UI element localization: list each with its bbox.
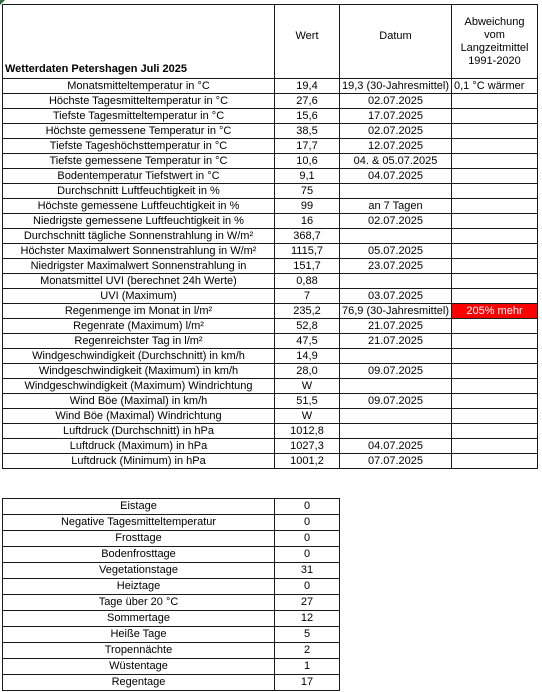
row-deviation[interactable] bbox=[452, 244, 538, 259]
row-value[interactable]: W bbox=[275, 379, 340, 394]
row-date[interactable] bbox=[340, 424, 452, 439]
table-row bbox=[3, 79, 538, 94]
table-row bbox=[3, 364, 538, 379]
table-row bbox=[3, 184, 538, 199]
row-deviation[interactable] bbox=[452, 379, 538, 394]
row-deviation[interactable] bbox=[452, 409, 538, 424]
days-table bbox=[2, 498, 340, 691]
row-label[interactable]: Regenrate (Maximum) l/m² bbox=[3, 319, 275, 334]
column-header-deviation[interactable]: Abweichung vom Langzeitmittel 1991-2020 bbox=[452, 5, 538, 79]
day-count-label[interactable]: Wüstentage bbox=[3, 659, 275, 675]
row-deviation[interactable] bbox=[452, 94, 538, 109]
row-date[interactable] bbox=[340, 349, 452, 364]
row-value[interactable]: 1115,7 bbox=[275, 244, 340, 259]
row-value[interactable]: 0,88 bbox=[275, 274, 340, 289]
day-count-row bbox=[3, 515, 340, 531]
row-deviation[interactable] bbox=[452, 289, 538, 304]
day-count-label[interactable]: Eistage bbox=[3, 499, 275, 515]
day-count-label[interactable]: Vegetationstage bbox=[3, 563, 275, 579]
row-date[interactable]: 05.07.2025 bbox=[340, 244, 452, 259]
row-value[interactable]: 19,4 bbox=[275, 79, 340, 94]
row-label[interactable]: Regenreichster Tag in l/m² bbox=[3, 334, 275, 349]
table-row bbox=[3, 424, 538, 439]
row-value[interactable]: 10,6 bbox=[275, 154, 340, 169]
table-row bbox=[3, 229, 538, 244]
day-count-value[interactable]: 0 bbox=[275, 499, 340, 515]
table-row bbox=[3, 289, 538, 304]
row-date[interactable]: 21.07.2025 bbox=[340, 334, 452, 349]
day-count-row bbox=[3, 611, 340, 627]
row-value[interactable]: 52,8 bbox=[275, 319, 340, 334]
row-date[interactable]: 09.07.2025 bbox=[340, 364, 452, 379]
day-count-value[interactable]: 31 bbox=[275, 563, 340, 579]
row-value[interactable]: 9,1 bbox=[275, 169, 340, 184]
table-row bbox=[3, 169, 538, 184]
row-date[interactable] bbox=[340, 274, 452, 289]
table-row bbox=[3, 109, 538, 124]
sheet-title[interactable]: Wetterdaten Petershagen Juli 2025 bbox=[3, 5, 275, 79]
row-label[interactable]: Durchschnitt Luftfeuchtigkeit in % bbox=[3, 184, 275, 199]
day-count-label[interactable]: Tropennächte bbox=[3, 643, 275, 659]
table-row bbox=[3, 439, 538, 454]
row-label[interactable]: Bodentemperatur Tiefstwert in °C bbox=[3, 169, 275, 184]
table-row bbox=[3, 244, 538, 259]
day-count-row bbox=[3, 499, 340, 515]
day-count-row bbox=[3, 659, 340, 675]
row-deviation[interactable] bbox=[452, 334, 538, 349]
table-row bbox=[3, 139, 538, 154]
table-row bbox=[3, 199, 538, 214]
row-label[interactable]: Wind Böe (Maximal) Windrichtung bbox=[3, 409, 275, 424]
row-value[interactable]: 27,6 bbox=[275, 94, 340, 109]
row-label[interactable]: Tiefste Tageshöchsttemperatur in °C bbox=[3, 139, 275, 154]
row-date[interactable]: 03.07.2025 bbox=[340, 289, 452, 304]
row-value[interactable]: 47,5 bbox=[275, 334, 340, 349]
row-deviation[interactable] bbox=[452, 214, 538, 229]
row-value[interactable]: 75 bbox=[275, 184, 340, 199]
row-date[interactable]: 23.07.2025 bbox=[340, 259, 452, 274]
row-label[interactable]: Windgeschwindigkeit (Durchschnitt) in km/h bbox=[3, 349, 275, 364]
row-deviation[interactable]: 0,1 °C wärmer bbox=[452, 79, 538, 94]
row-value[interactable]: W bbox=[275, 409, 340, 424]
day-count-value[interactable]: 17 bbox=[275, 675, 340, 691]
table-row bbox=[3, 214, 538, 229]
day-count-label[interactable]: Frosttage bbox=[3, 531, 275, 547]
table-row bbox=[3, 319, 538, 334]
row-date[interactable]: 04.07.2025 bbox=[340, 439, 452, 454]
row-deviation[interactable] bbox=[452, 259, 538, 274]
day-count-row bbox=[3, 627, 340, 643]
day-count-row bbox=[3, 643, 340, 659]
header-row bbox=[3, 5, 538, 79]
row-label[interactable]: Niedrigste gemessene Luftfeuchtigkeit in % bbox=[3, 214, 275, 229]
row-label[interactable]: Luftdruck (Durchschnitt) in hPa bbox=[3, 424, 275, 439]
table-row bbox=[3, 394, 538, 409]
day-count-label[interactable]: Heiße Tage bbox=[3, 627, 275, 643]
row-date[interactable]: 04. & 05.07.2025 bbox=[340, 154, 452, 169]
table-row bbox=[3, 304, 538, 319]
row-value[interactable]: 1027,3 bbox=[275, 439, 340, 454]
day-count-value[interactable]: 0 bbox=[275, 547, 340, 563]
table-row bbox=[3, 274, 538, 289]
row-deviation[interactable] bbox=[452, 349, 538, 364]
row-date[interactable]: 02.07.2025 bbox=[340, 124, 452, 139]
row-deviation[interactable] bbox=[452, 139, 538, 154]
row-deviation[interactable]: 205% mehr bbox=[452, 304, 538, 319]
day-count-label[interactable]: Heiztage bbox=[3, 579, 275, 595]
table-row bbox=[3, 454, 538, 469]
row-deviation[interactable] bbox=[452, 319, 538, 334]
row-deviation[interactable] bbox=[452, 439, 538, 454]
row-label[interactable]: Windgeschwindigkeit (Maximum) Windrichtung bbox=[3, 379, 275, 394]
row-date[interactable]: 76,9 (30-Jahresmittel) bbox=[340, 304, 452, 319]
day-count-label[interactable]: Sommertage bbox=[3, 611, 275, 627]
row-deviation[interactable] bbox=[452, 124, 538, 139]
day-count-value[interactable]: 5 bbox=[275, 627, 340, 643]
row-value[interactable]: 16 bbox=[275, 214, 340, 229]
row-label[interactable]: Windgeschwindigkeit (Maximum) in km/h bbox=[3, 364, 275, 379]
row-date[interactable] bbox=[340, 184, 452, 199]
row-date[interactable]: 02.07.2025 bbox=[340, 94, 452, 109]
row-label[interactable]: Höchste Tagesmitteltemperatur in °C bbox=[3, 94, 275, 109]
weather-table bbox=[2, 4, 538, 469]
row-deviation[interactable] bbox=[452, 199, 538, 214]
row-label[interactable]: Regenmenge im Monat in l/m² bbox=[3, 304, 275, 319]
row-label[interactable]: Luftdruck (Minimum) in hPa bbox=[3, 454, 275, 469]
row-deviation[interactable] bbox=[452, 454, 538, 469]
column-header-date[interactable]: Datum bbox=[340, 5, 452, 79]
day-count-row bbox=[3, 579, 340, 595]
row-date[interactable]: 04.07.2025 bbox=[340, 169, 452, 184]
row-date[interactable] bbox=[340, 229, 452, 244]
row-date[interactable] bbox=[340, 409, 452, 424]
day-count-value[interactable]: 0 bbox=[275, 579, 340, 595]
table-row bbox=[3, 334, 538, 349]
table-row bbox=[3, 124, 538, 139]
row-deviation[interactable] bbox=[452, 229, 538, 244]
day-count-label[interactable]: Bodenfrosttage bbox=[3, 547, 275, 563]
table-row bbox=[3, 409, 538, 424]
day-count-row bbox=[3, 531, 340, 547]
day-count-value[interactable]: 0 bbox=[275, 531, 340, 547]
row-value[interactable]: 17,7 bbox=[275, 139, 340, 154]
row-label[interactable]: Tiefste gemessene Temperatur in °C bbox=[3, 154, 275, 169]
day-count-row bbox=[3, 595, 340, 611]
row-label[interactable]: Höchster Maximalwert Sonnenstrahlung in W/m² bbox=[3, 244, 275, 259]
day-count-value[interactable]: 1 bbox=[275, 659, 340, 675]
row-value[interactable]: 28,0 bbox=[275, 364, 340, 379]
row-label[interactable]: Höchste gemessene Temperatur in °C bbox=[3, 124, 275, 139]
day-count-value[interactable]: 0 bbox=[275, 515, 340, 531]
row-value[interactable]: 235,2 bbox=[275, 304, 340, 319]
day-count-value[interactable]: 2 bbox=[275, 643, 340, 659]
row-value[interactable]: 15,6 bbox=[275, 109, 340, 124]
row-label[interactable]: Luftdruck (Maximum) in hPa bbox=[3, 439, 275, 454]
row-deviation[interactable] bbox=[452, 274, 538, 289]
day-count-row bbox=[3, 547, 340, 563]
row-date[interactable]: 19,3 (30-Jahresmittel) bbox=[340, 79, 452, 94]
row-date[interactable]: 09.07.2025 bbox=[340, 394, 452, 409]
row-label[interactable]: Niedrigster Maximalwert Sonnenstrahlung in bbox=[3, 259, 275, 274]
day-count-row bbox=[3, 563, 340, 579]
row-label[interactable]: Wind Böe (Maximal) in km/h bbox=[3, 394, 275, 409]
table-row bbox=[3, 349, 538, 364]
day-count-value[interactable]: 12 bbox=[275, 611, 340, 627]
row-deviation[interactable] bbox=[452, 184, 538, 199]
row-label[interactable]: Monatsmittel UVI (berechnet 24h Werte) bbox=[3, 274, 275, 289]
row-value[interactable]: 1001,2 bbox=[275, 454, 340, 469]
row-value[interactable]: 99 bbox=[275, 199, 340, 214]
row-date[interactable]: 17.07.2025 bbox=[340, 109, 452, 124]
row-label[interactable]: Tiefste Tagesmitteltemperatur in °C bbox=[3, 109, 275, 124]
day-count-label[interactable]: Regentage bbox=[3, 675, 275, 691]
row-value[interactable]: 51,5 bbox=[275, 394, 340, 409]
row-deviation[interactable] bbox=[452, 169, 538, 184]
row-label[interactable]: UVI (Maximum) bbox=[3, 289, 275, 304]
row-date[interactable]: 02.07.2025 bbox=[340, 214, 452, 229]
day-count-label[interactable]: Negative Tagesmitteltemperatur bbox=[3, 515, 275, 531]
table-row bbox=[3, 259, 538, 274]
row-label[interactable]: Höchste gemessene Luftfeuchtigkeit in % bbox=[3, 199, 275, 214]
row-value[interactable]: 14,9 bbox=[275, 349, 340, 364]
row-date[interactable]: 07.07.2025 bbox=[340, 454, 452, 469]
row-deviation[interactable] bbox=[452, 394, 538, 409]
row-label[interactable]: Durchschnitt tägliche Sonnenstrahlung in W/m² bbox=[3, 229, 275, 244]
row-date[interactable]: 12.07.2025 bbox=[340, 139, 452, 154]
row-deviation[interactable] bbox=[452, 364, 538, 379]
row-value[interactable]: 7 bbox=[275, 289, 340, 304]
row-deviation[interactable] bbox=[452, 154, 538, 169]
row-date[interactable] bbox=[340, 379, 452, 394]
table-row bbox=[3, 154, 538, 169]
row-value[interactable]: 1012,8 bbox=[275, 424, 340, 439]
row-deviation[interactable] bbox=[452, 109, 538, 124]
day-count-label[interactable]: Tage über 20 °C bbox=[3, 595, 275, 611]
row-deviation[interactable] bbox=[452, 424, 538, 439]
row-value[interactable]: 38,5 bbox=[275, 124, 340, 139]
table-row bbox=[3, 94, 538, 109]
day-count-value[interactable]: 27 bbox=[275, 595, 340, 611]
row-date[interactable]: 21.07.2025 bbox=[340, 319, 452, 334]
row-label[interactable]: Monatsmitteltemperatur in °C bbox=[3, 79, 275, 94]
row-value[interactable]: 151,7 bbox=[275, 259, 340, 274]
day-count-row bbox=[3, 675, 340, 691]
column-header-value[interactable]: Wert bbox=[275, 5, 340, 79]
table-row bbox=[3, 379, 538, 394]
row-value[interactable]: 368,7 bbox=[275, 229, 340, 244]
row-date[interactable]: an 7 Tagen bbox=[340, 199, 452, 214]
